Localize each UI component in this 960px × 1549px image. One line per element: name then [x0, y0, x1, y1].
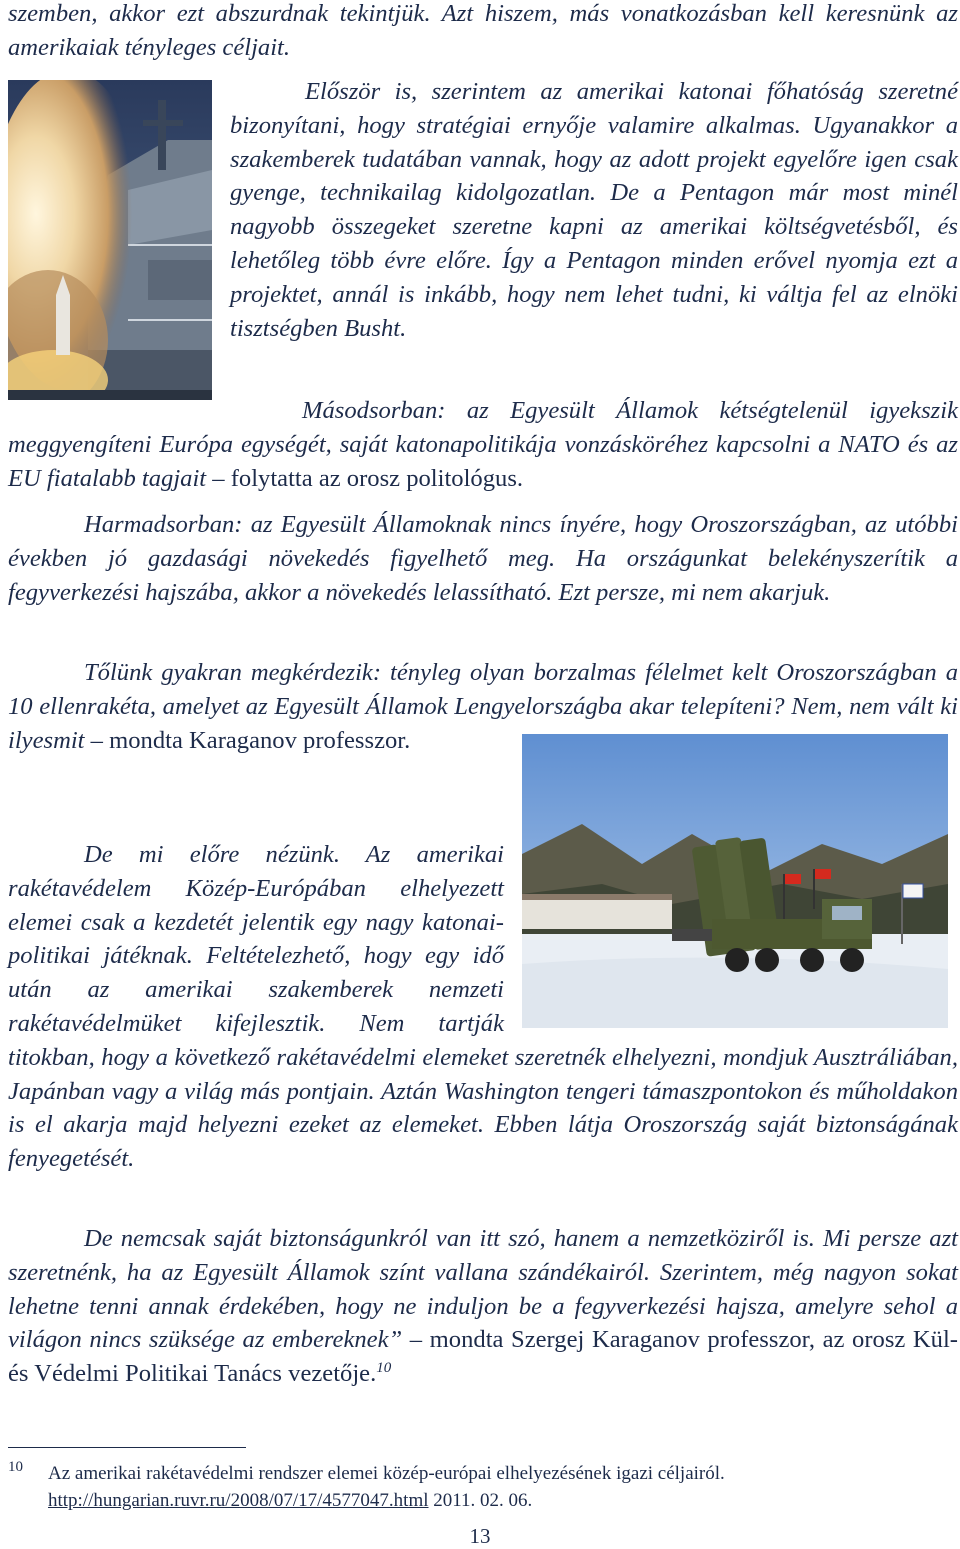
footnote-separator [8, 1447, 246, 1448]
conclusion-attribution: – mondta Szergej Karaganov professzor, az orosz Kül- és Védelmi Politikai Tanács vezetője. [8, 1326, 958, 1388]
second-point-quote: Másodsorban: az Egyesült Államok kétségtelenül igyekszik meggyengíteni Európa egységét, saját katonapolitikája vonzásköréhez kapcsolni a NATO és az EU fiatalabb tagjait [8, 397, 958, 492]
footnote-number: 10 [8, 1459, 23, 1475]
footnote-reference[interactable]: 10 [376, 1360, 392, 1376]
paragraph-intro: szemben, akkor ezt abszurdnak tekintjük. Azt hiszem, más vonatkozásban kell keresnünk az amerikaiak tényleges céljait. [8, 0, 958, 61]
footnote-date: 2011. 02. 06. [428, 1490, 533, 1511]
paragraph-second-point [8, 394, 958, 495]
paragraph-third-point: Harmadsorban: az Egyesült Államoknak nincs ínyére, hogy Oroszországban, az utóbbi években jó gazdasági növekedés figyelhető meg. Ha országunkat belekényszerítik a fegyverkezési hajszába, akkor a növekedés lelassítható. Ezt persze, mi nem akarjuk. [8, 511, 958, 606]
second-point-attribution: – folytatta az orosz politológus. [206, 464, 524, 492]
paragraph-outlook-container [8, 838, 958, 1176]
footnote-text: Az amerikai rakétavédelmi rendszer elemei közép-európai elhelyezésének igazi céljairól. [48, 1463, 725, 1484]
footnote [8, 1460, 908, 1514]
paragraph-outlook: De mi előre nézünk. Az amerikai rakétavédelem Közép-Európában elhelyezett elemei csak a kezdetét jelentik egy nagy katonai-politikai játéknak. Feltételezhető, hogy egy idő után az amerikai szakemberek nemzeti rakétavédelmüket kifejlesztik. Nem tartják titokban, hogy a következő rakétavédelmi elemeket szeretnék elhelyezni, mondjuk Ausztráliában, Japánban vagy a világ más pontjain. Aztán Washington tengeri támaszpontokon és műholdakon is el akarja majd helyezni ezeket az elemeket. Ebben látja Oroszország saját biztonságának fenyegetését. [8, 841, 958, 1173]
question-quote: Tőlünk gyakran megkérdezik: tényleg olyan borzalmas félelmet kelt Oroszországban a 10 ellenrakéta, amelyet az Egyesült Államok Lengyelországba akar telepíteni? Nem, nem vált ki ilyesmit [8, 659, 958, 754]
paragraph-first-point: Először is, szerintem az amerikai katonai főhatóság szeretné bizonyítani, hogy stratégiai ernyője valamire alkalmas. Ugyanakkor a szakemberek tudatában vannak, hogy az adott projekt egyelőre igen csak gyenge, technikailag kidolgozatlan. De a Pentagon már most minél nagyobb összegeket szeretne kapni az amerikai költségvetésből, és lehetőleg több évre előre. Így a Pentagon minden erővel nyomja ezt a projektet, annál is inkább, hogy nem lehet tudni, ki váltja fel az elnöki tisztségben Busht. [230, 78, 958, 342]
page-number: 13 [469, 1524, 491, 1548]
conclusion-quote: De nemcsak saját biztonságunkról van itt szó, hanem a nemzetköziről is. Mi persze azt szeretnénk, ha az Egyesült Államok színt vallana szándékairól. Szerintem, még nagyon sokat lehetne tenni annak érdekében, hogy ne induljon be a fegyverkezési hajsza, amelyre sehol a világon nincs szüksége az embereknek” [8, 1225, 958, 1354]
footnote-link[interactable]: http://hungarian.ruvr.ru/2008/07/17/4577047.html [48, 1490, 429, 1511]
ship-photo-illustration [8, 80, 212, 400]
paragraph-conclusion [8, 1222, 958, 1391]
question-attribution: – mondta Karaganov professzor. [84, 726, 411, 754]
ship-missile-launch-photo [8, 80, 212, 400]
photo-wrap-spacer [504, 838, 958, 1030]
footnote-source [48, 1487, 908, 1514]
